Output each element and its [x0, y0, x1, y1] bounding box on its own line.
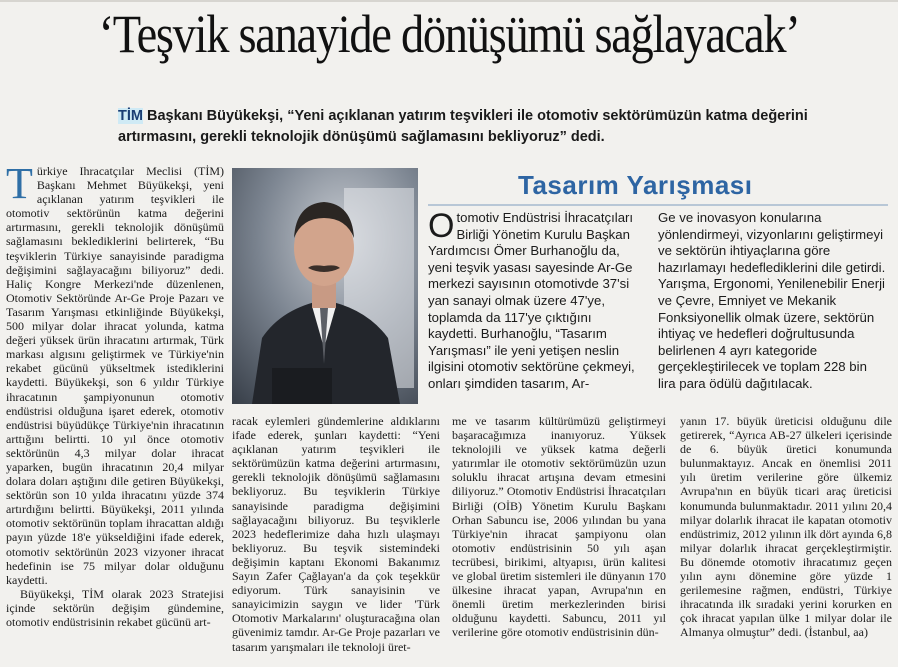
sidebar-column-2: Ge ve inovasyon konularına yönlendirmeyi, vizyonlarını geliştirmeyi ve sektörün ihtiyaçlarına göre hazırlamayı hedeflediklerini dile getirdi. Yarışma, Ergonomi, Yenilenebilir Enerji ve Çevre, Emniyet ve Mekanik Fonksiyonellik olmak üzere, sektörün ihtiyaç ve hedefleri doğrultusunda belirlenen 4 ayrı kategoride gerçekleştirilecek ve toplam 228 bin lira para ödülü dağıtılacak.	[658, 210, 886, 391]
sidebar-column-1	[428, 207, 640, 393]
body-column-3: me ve tasarım kültürümüzü geliştirmeyi başaracağımıza inanıyoruz. Yüksek teknolojili ve yüksek katma değerli yatırımlar ile otomotiv sektörümüzün uzun soluklu ihracat artışına devam etmesini diliyoruz.” Otomotiv Endüstrisi İhracatçıları Birliği (OİB) Yönetim Kurulu Başkanı Orhan Sabuncu ise, 2006 yılından bu yana Türkiye'nin ihracat şampiyonu olan otomotiv endüstrisinin 50 yılı aşan tecrübesi, birikimi, altyapısı, ürün kalitesi ve global üretim sistemleri ile dünyanın 170 ülkesine ihracat yapan, Avrupa'nın en önemli üretim merkezlerinden birisi olduğunu kaydetti. Sabuncu, 2011 yıl verilerine göre otomotiv endüstrisinin dün-	[452, 414, 666, 640]
spot-tim: TİM	[118, 108, 143, 124]
body-column-2: racak eylemleri gündemlerine aldıklarını ifade ederek, şunları kaydetti: “Yeni açıklanan yatırım teşvikleri ile sektörümüzün katma değerini artırmasını, gerekli teknolojik dönüşümü sağlamasını bekliyoruz. Bu teşviklerin Türkiye sanayisinde paradigma değişimini sağlayacağını biliyoruz. Bu teşviklerle 2023 hedeflerimize daha hızlı ulaşmayı bekliyoruz. Bu teşvik sistemindeki değişimin kaptanı Ekonomi Bakanımız Sayın Zafer Çağlayan'a da çok teşekkür ediyorum. Türk sanayisinin ve sanayicimizin saygın ve lider 'Türk Otomotiv Markalarını' oluşturacağına olan güvenimiz tamdır. Ar-Ge Proje pazarları ve tasarım yarışmaları ile teknoloji üret-	[232, 414, 440, 654]
spot-rest: Başkanı Büyükekşi, “Yeni açıklanan yatırım teşvikleri ile otomotiv sektörümüzün katma değerini artırmasını, gerekli teknolojik dönüşümü sağlamasını bekliyoruz” dedi.	[118, 108, 808, 145]
body-column-4: yanın 17. büyük üreticisi olduğunu dile getirerek, “Ayrıca AB-27 ülkeleri içerisinde de 6. büyük üretici konumunda bulunmaktayız. Ancak en önemlisi 2011 yılı üretim verilerine göre ülkemiz Avrupa'nın en büyük ticari araç üreticisi konumunda bulunmaktadır. 2011 yılını 20,4 milyar dolarlık ihracat ile kapatan otomotiv endüstrimiz, 2012 yılının ilk dört ayında 6,8 milyar dolarlık ihracat gerçekleştirmiştir. Bu dönemde otomotiv ihracatımız geçen yılın aynı dönemine göre yüzde 1 gerilemesine rağmen, endüstri, Türkiye ihracatında ilk sıradaki yerini korurken en çok ihracat yapılan ülke 1 milyar dolar ile Almanya olmuştur” dedi. (İstanbul, aa)	[680, 414, 892, 640]
sidebar-box	[428, 170, 888, 402]
sidebar-text-1: tomotiv Endüstrisi İhracatçıları Birliği Yönetim Kurulu Başkan Yardımcısı Ömer Burhanoğlu da, yeni teşvik yasası sayesinde Ar-Ge merkezi sayısının otomotivde 37'si yan sanayi olmak üzere 47'ye, toplamda da 117'ye çıktığını kaydetti. Burhanoğlu, “Tasarım Yarışması” ile yeni yetişen neslin ilgisini otomotiv sektörüne çekmeyi, onları şimdiden tasarım, Ar-	[428, 210, 635, 391]
sidebar-rule	[428, 204, 888, 206]
spot-text	[118, 106, 878, 148]
body-column-1	[6, 159, 224, 629]
body-dropcap: T	[6, 159, 33, 208]
sidebar-dropcap: O	[428, 207, 455, 245]
headline: ‘Teşvik sanayide dönüşümü sağlayacak’	[98, 4, 800, 64]
sidebar-title: Tasarım Yarışması	[518, 170, 753, 200]
col1-paragraph-2: Büyükekşi, TİM olarak 2023 Stratejisi içinde sektörün değişim gündemine, otomotiv endüstrisinin rekabet gücünü art-	[6, 586, 224, 629]
portrait-photo	[232, 168, 418, 404]
col1-paragraph-1: ürkiye Ihracatçılar Meclisi (TİM) Başkanı Mehmet Büyükekşi, yeni açıklanan yatırım teşvikleri ile otomotiv sektörünün katma değerini artırmasını, gerekli teknolojik dönüşümü sağlamasını beklediklerini belirterek, “Bu teşviklerin Türkiye sanayisinde paradigma değişimini sağlayacağını biliyoruz” dedi. Haliç Kongre Merkezi'nde düzenlenen, Otomotiv Sektöründe Ar-Ge Proje Pazarı ve Tasarım Yarışması etkinliğinde Büyükekşi, 500 milyar dolar ihracat yolunda, katma değeri yüksek ürün ihracatını artırmak, Türk markası algısını geliştirmek ve Türkiye'nin rekabet gücünü yükseltmek istediklerini kaydetti. Büyükekşi, son 6 yıldır Türkiye ihracatının şampiyonunun otomotiv endüstrisi olduğuna işaret ederek, otomotiv endüstrisi büyüdükçe Türkiye'nin ihracatının arttığını belirtti. 10 yıl önce otomotiv sektörünün 4,3 milyar dolar ihracat yaparken, bugün ihracatının 20,4 milyar dolara doları aştığını dile getiren Büyükekşi, sektörün son 10 yılda ihracatını yüzde 374 artırdığını belirtti. Büyükekşi, 2011 yılında otomotiv sektörünün toplam ihracattan aldığı payın yüzde 18'e yükseldiğini ifade ederek, otomotiv sektörünün 2023 vizyoner ihracat hedefinin ise 75 milyar dolar olduğunu kaydetti.	[6, 164, 224, 587]
top-rule	[0, 0, 898, 2]
